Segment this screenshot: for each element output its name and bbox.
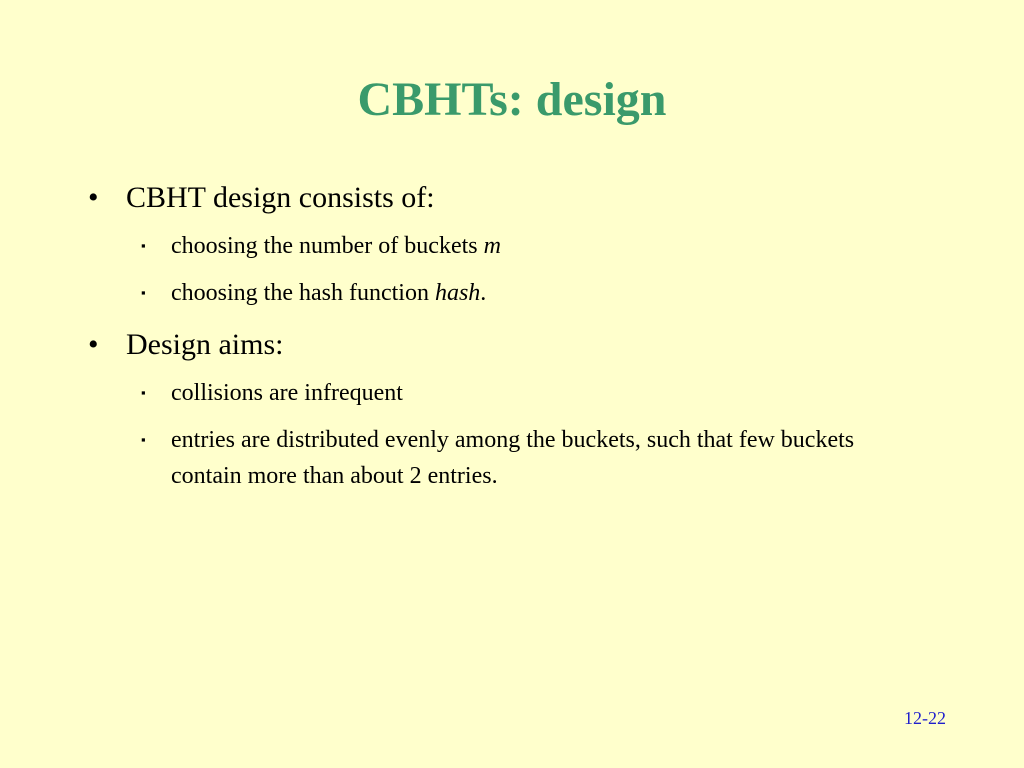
sub-bullet-distribution xyxy=(141,422,901,494)
bullet-design-consists xyxy=(88,178,1024,218)
round-bullet-icon: • xyxy=(88,328,99,361)
sub-bullet-text: choosing the hash function xyxy=(171,280,435,306)
square-bullet-icon: ▪ xyxy=(141,285,146,300)
sub-bullet-suffix: . xyxy=(480,280,487,306)
bullet-text: Design aims: xyxy=(126,328,284,361)
sub-bullet-italic: m xyxy=(483,233,501,259)
square-bullet-icon: ▪ xyxy=(141,385,146,400)
square-bullet-icon: ▪ xyxy=(141,432,146,447)
bullet-text: CBHT design consists of: xyxy=(126,181,435,214)
page-number: 12-22 xyxy=(904,708,946,728)
sub-bullet-text: collisions are infrequent xyxy=(171,380,403,406)
sub-bullet-italic: hash xyxy=(434,280,481,306)
sub-bullet-hash-function xyxy=(141,275,901,311)
slide-title: CBHTs: design xyxy=(357,73,667,126)
round-bullet-icon: • xyxy=(88,181,99,214)
sub-bullet-text: entries are distributed evenly among the buckets, such that few buckets contain more than about 2 entries. xyxy=(171,427,855,489)
sub-bullet-text: choosing the number of buckets xyxy=(171,233,484,259)
square-bullet-icon: ▪ xyxy=(141,238,146,253)
bullet-design-aims xyxy=(88,325,1024,365)
slide-body xyxy=(0,178,1024,494)
sub-bullet-collisions xyxy=(141,375,901,411)
sub-bullet-buckets xyxy=(141,228,901,264)
